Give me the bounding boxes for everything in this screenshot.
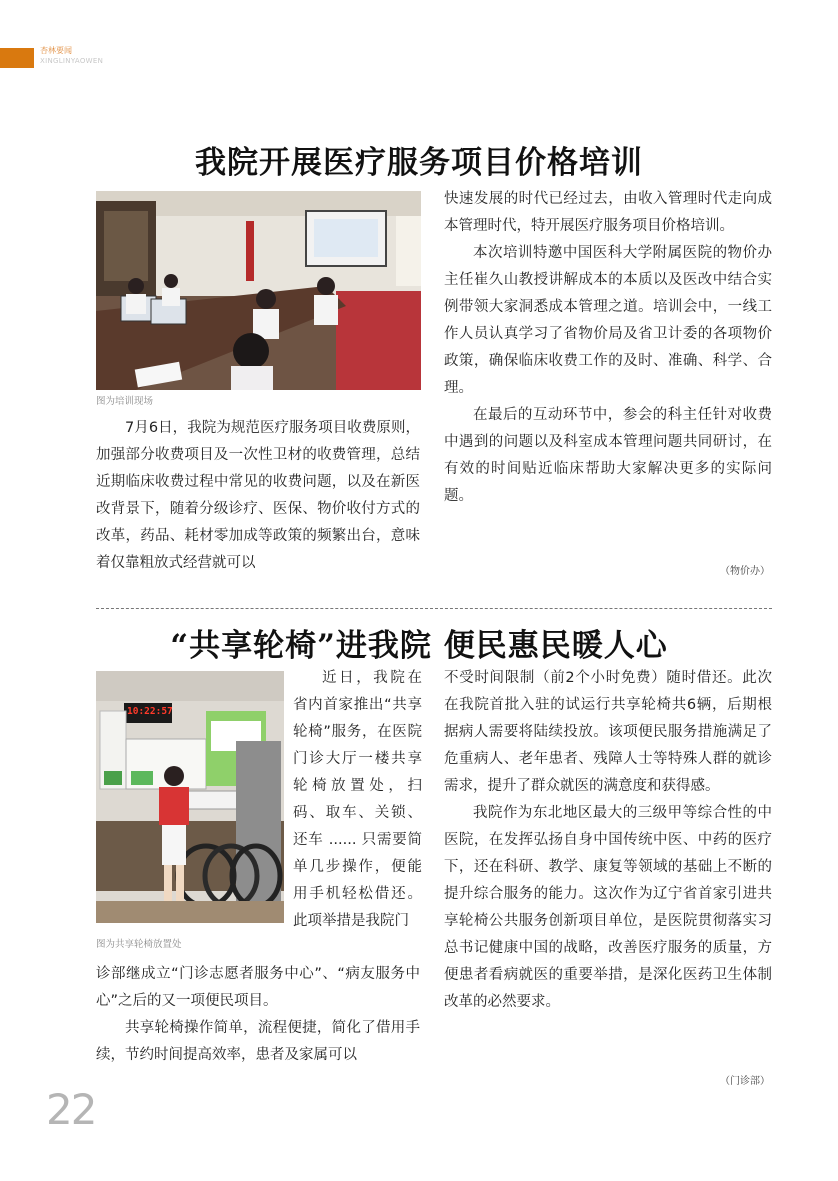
article1-title: 我院开展医疗服务项目价格培训 <box>195 145 643 181</box>
wheelchair-station-illustration <box>96 671 284 923</box>
article2-source: （门诊部） <box>720 1076 770 1087</box>
article2-title: “共享轮椅”进我院 便民惠民暖人心 <box>170 628 668 664</box>
article1-right-column <box>444 186 772 510</box>
section-name: 杏林要闻 <box>40 46 72 55</box>
paragraph: 在最后的互动环节中，参会的科主任针对收费中遇到的问题以及科室成本管理问题共同研讨，在有效的时间贴近临床帮助大家解决更多的实际问题。 <box>444 407 772 504</box>
paragraph: 共享轮椅操作简单，流程便捷，简化了借用手续，节约时间提高效率，患者及家属可以 <box>96 1020 420 1063</box>
paragraph: 不受时间限制（前2个小时免费）随时借还。此次在我院首批入驻的试运行共享轮椅共6辆，后期根据病人需要将陆续投放。该项便民服务措施满足了危重病人、老年患者、残障人士等特殊人群的就诊需求，提升了群众就医的满意度和获得感。 <box>444 670 772 794</box>
photo-caption: 图为共享轮椅放置处 <box>96 939 182 950</box>
section-name-pinyin: XINGLINYAOWEN <box>40 57 104 65</box>
clock-display: 10:22:57 <box>127 706 173 717</box>
page-number: 22 <box>46 1085 96 1134</box>
photo-caption: 图为培训现场 <box>96 396 154 407</box>
paragraph: 本次培训特邀中国医科大学附属医院的物价办主任崔久山教授讲解成本的本质以及医改中结合实例带领大家洞悉成本管理之道。培训会中，一线工作人员认真学习了省物价局及省卫计委的各项物价政策，确保临床收费工作的及时、准确、科学、合理。 <box>444 245 772 396</box>
paragraph: 我院作为东北地区最大的三级甲等综合性的中医院，在发挥弘扬自身中国传统中医、中药的医疗下，还在科研、教学、康复等领域的基础上不断的提升综合服务的能力。这次作为辽宁省首家引进共享轮椅公共服务创新项目单位，是医院贯彻落实习总书记健康中国的战略，改善医疗服务的质量，方便患者看病就医的重要举措，是深化医药卫生体制改革的必然要求。 <box>444 805 772 1010</box>
article1-left-column <box>96 415 420 577</box>
training-photo <box>96 191 421 390</box>
wheelchair-photo <box>96 671 284 923</box>
article2-right-column <box>444 665 772 1016</box>
article2-beside-photo-column <box>293 665 422 935</box>
article2-left-lower-column <box>96 961 420 1069</box>
paragraph: 诊部继成立“门诊志愿者服务中心”、“病友服务中心”之后的又一项便民项目。 <box>96 966 420 1009</box>
section-color-bar <box>0 48 34 68</box>
section-divider <box>96 608 772 609</box>
paragraph: 快速发展的时代已经过去，由收入管理时代走向成本管理时代，特开展医疗服务项目价格培训。 <box>444 191 772 234</box>
training-room-illustration <box>96 191 421 390</box>
article1-source: （物价办） <box>720 566 770 577</box>
paragraph: 7月6日，我院为规范医疗服务项目收费原则，加强部分收费项目及一次性卫材的收费管理，总结近期临床收费过程中常见的收费问题，以及在新医改背景下，随着分级诊疗、医保、物价收付方式的改革，药品、耗材零加成等政策的频繁出台，意味着仅靠粗放式经营就可以 <box>96 420 420 571</box>
paragraph: 近日，我院在省内首家推出“共享轮椅”服务，在医院门诊大厅一楼共享轮椅放置处，扫码、取车、关锁、还车 ...... 只需要简单几步操作，便能用手机轻松借还。此项举措是我院门 <box>293 670 422 929</box>
